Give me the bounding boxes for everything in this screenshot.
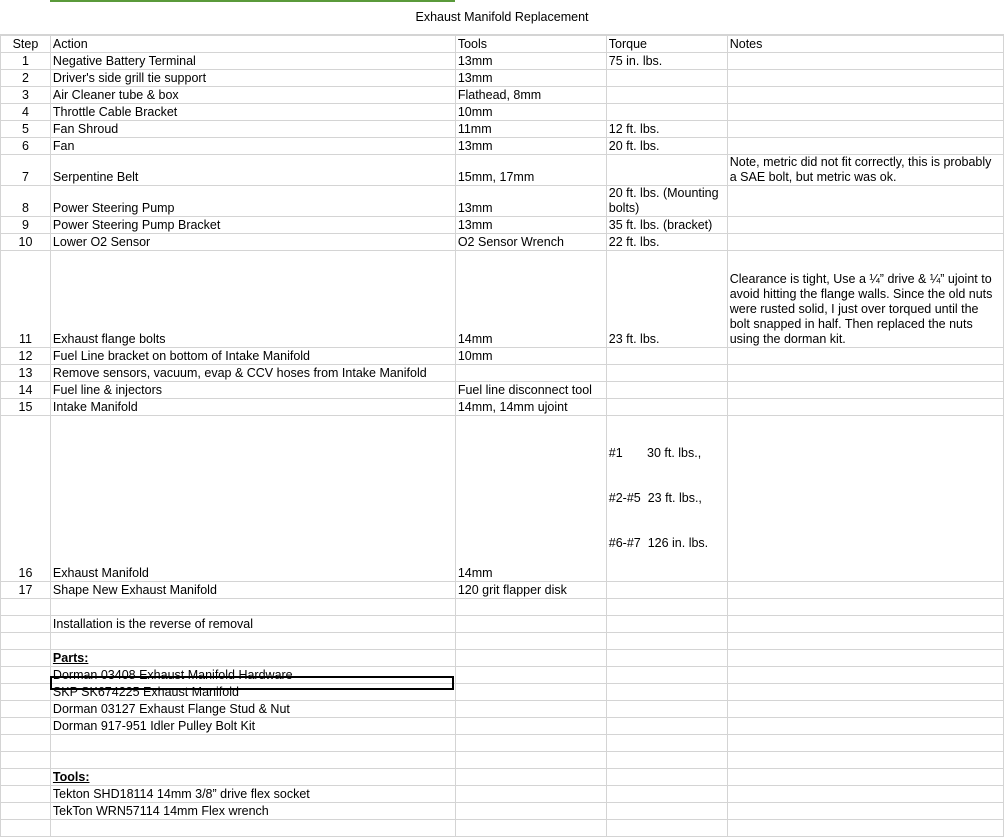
cell[interactable] <box>606 752 727 769</box>
cell-step[interactable]: 16 <box>1 416 51 582</box>
table-row <box>1 104 1004 121</box>
cell-action[interactable]: Negative Battery Terminal <box>50 53 455 70</box>
cell-step[interactable]: 4 <box>1 104 51 121</box>
cell[interactable] <box>455 820 606 837</box>
cell-tools[interactable]: Fuel line disconnect tool <box>455 382 606 399</box>
cell-notes[interactable] <box>727 138 1003 155</box>
cell-notes[interactable] <box>727 365 1003 382</box>
cell-torque[interactable] <box>606 155 727 186</box>
cell[interactable] <box>727 786 1003 803</box>
cell[interactable] <box>1 633 51 650</box>
cell[interactable] <box>606 820 727 837</box>
cell-notes[interactable] <box>727 104 1003 121</box>
cell-action[interactable]: Remove sensors, vacuum, evap & CCV hoses from Intake Manifold <box>50 365 455 382</box>
torque-line: #2-#5 23 ft. lbs., <box>608 491 702 505</box>
cell[interactable] <box>606 616 727 633</box>
cell-torque[interactable]: 75 in. lbs. <box>606 53 727 70</box>
cell-notes[interactable] <box>727 416 1003 582</box>
cell-step[interactable]: 6 <box>1 138 51 155</box>
cell-torque[interactable]: 12 ft. lbs. <box>606 121 727 138</box>
cell-tools[interactable]: 10mm <box>455 104 606 121</box>
cell[interactable] <box>1 684 51 701</box>
header-torque[interactable]: Torque <box>606 36 727 53</box>
cell[interactable] <box>1 650 51 667</box>
table-row <box>1 348 1004 365</box>
table-row <box>1 217 1004 234</box>
empty-row <box>1 633 1004 650</box>
cell[interactable] <box>1 820 51 837</box>
cell-notes[interactable] <box>727 382 1003 399</box>
cell-tools[interactable]: 15mm, 17mm <box>455 155 606 186</box>
table-row <box>1 121 1004 138</box>
cell[interactable] <box>606 667 727 684</box>
cell[interactable] <box>455 769 606 786</box>
cell[interactable] <box>727 803 1003 820</box>
cell[interactable] <box>50 752 455 769</box>
cell-tools[interactable]: O2 Sensor Wrench <box>455 234 606 251</box>
empty-row <box>1 735 1004 752</box>
cell-torque[interactable]: 22 ft. lbs. <box>606 234 727 251</box>
table-row <box>1 138 1004 155</box>
cell-action[interactable]: Serpentine Belt <box>50 155 455 186</box>
cell-action[interactable]: Throttle Cable Bracket <box>50 104 455 121</box>
part-item[interactable]: Dorman 03127 Exhaust Flange Stud & Nut <box>50 701 455 718</box>
cell-notes[interactable] <box>727 186 1003 217</box>
cell[interactable] <box>606 769 727 786</box>
table-row <box>1 399 1004 416</box>
cell-action[interactable]: Fuel line & injectors <box>50 382 455 399</box>
table-row <box>1 155 1004 186</box>
cell-action[interactable]: Power Steering Pump <box>50 186 455 217</box>
tools-heading: Tools: <box>52 770 90 784</box>
cell-tools[interactable]: 14mm, 14mm ujoint <box>455 399 606 416</box>
cell-tools[interactable]: 120 grit flapper disk <box>455 582 606 599</box>
empty-row <box>1 599 1004 616</box>
cell-tools[interactable]: 13mm <box>455 186 606 217</box>
cell-step[interactable]: 14 <box>1 382 51 399</box>
cell-action[interactable]: Intake Manifold <box>50 399 455 416</box>
cell-action[interactable]: Driver's side grill tie support <box>50 70 455 87</box>
cell-step[interactable]: 3 <box>1 87 51 104</box>
cell-step[interactable]: 10 <box>1 234 51 251</box>
page-title: Exhaust Manifold Replacement <box>415 10 589 24</box>
table-row <box>1 416 1004 582</box>
cell-notes[interactable]: Clearance is tight, Use a ¼” drive & ¼” ujoint to avoid hitting the flange walls. Since the old nuts were rusted solid, I just over torqued until the bolt snapped in half. Then replaced the nuts using the dorman kit. <box>727 251 1003 348</box>
table-row <box>1 769 1004 786</box>
cell-action[interactable]: Lower O2 Sensor <box>50 234 455 251</box>
empty-row <box>1 820 1004 837</box>
cell-tools[interactable]: 13mm <box>455 138 606 155</box>
cell[interactable] <box>455 667 606 684</box>
parts-heading: Parts: <box>52 651 89 665</box>
cell-torque[interactable] <box>606 582 727 599</box>
part-item[interactable]: Dorman 917-951 Idler Pulley Bolt Kit <box>50 718 455 735</box>
cell[interactable] <box>606 650 727 667</box>
cell-step[interactable]: 2 <box>1 70 51 87</box>
table-row <box>1 616 1004 633</box>
cell-step[interactable]: 1 <box>1 53 51 70</box>
cell-notes[interactable] <box>727 217 1003 234</box>
cell[interactable] <box>1 786 51 803</box>
title-row[interactable] <box>0 0 1004 35</box>
cell-torque[interactable] <box>606 348 727 365</box>
cell[interactable] <box>1 718 51 735</box>
cell[interactable] <box>1 735 51 752</box>
cell[interactable] <box>1 616 51 633</box>
cell-tools[interactable]: 11mm <box>455 121 606 138</box>
cell[interactable] <box>1 667 51 684</box>
cell[interactable] <box>1 752 51 769</box>
cell[interactable] <box>50 633 455 650</box>
cell-torque[interactable]: 20 ft. lbs. <box>606 138 727 155</box>
header-row <box>1 36 1004 53</box>
cell[interactable] <box>1 701 51 718</box>
tool-item[interactable]: TekTon WRN57114 14mm Flex wrench <box>50 803 455 820</box>
cell[interactable] <box>606 633 727 650</box>
empty-row <box>1 752 1004 769</box>
cell-notes[interactable] <box>727 121 1003 138</box>
table-row <box>1 718 1004 735</box>
cell-torque[interactable] <box>606 416 727 582</box>
cell-notes[interactable] <box>727 399 1003 416</box>
cell-step[interactable]: 17 <box>1 582 51 599</box>
cell-step[interactable]: 8 <box>1 186 51 217</box>
cell-step[interactable]: 11 <box>1 251 51 348</box>
cell[interactable] <box>50 735 455 752</box>
cell-step[interactable]: 15 <box>1 399 51 416</box>
cell-tools[interactable]: 14mm <box>455 416 606 582</box>
table-row <box>1 701 1004 718</box>
table-row <box>1 650 1004 667</box>
cell[interactable] <box>606 786 727 803</box>
table-row <box>1 70 1004 87</box>
cell-torque[interactable] <box>606 399 727 416</box>
cell[interactable] <box>606 599 727 616</box>
cell-torque[interactable] <box>606 365 727 382</box>
cell[interactable] <box>606 701 727 718</box>
table-row <box>1 234 1004 251</box>
cell-step[interactable]: 7 <box>1 155 51 186</box>
cell-torque[interactable]: 20 ft. lbs. (Mounting bolts) <box>606 186 727 217</box>
table-row <box>1 186 1004 217</box>
cell-torque[interactable] <box>606 70 727 87</box>
cell[interactable] <box>727 599 1003 616</box>
cell-torque[interactable]: 23 ft. lbs. <box>606 251 727 348</box>
cell-notes[interactable] <box>727 234 1003 251</box>
cell[interactable] <box>455 786 606 803</box>
cell[interactable] <box>1 599 51 616</box>
cell[interactable] <box>455 599 606 616</box>
cell[interactable] <box>727 616 1003 633</box>
table-row <box>1 87 1004 104</box>
cell[interactable] <box>606 803 727 820</box>
cell[interactable] <box>606 684 727 701</box>
cell-step[interactable]: 9 <box>1 217 51 234</box>
cell[interactable] <box>727 701 1003 718</box>
table-row <box>1 382 1004 399</box>
cell-step[interactable]: 12 <box>1 348 51 365</box>
cell[interactable] <box>606 735 727 752</box>
cell-torque[interactable]: 35 ft. lbs. (bracket) <box>606 217 727 234</box>
cell[interactable] <box>727 735 1003 752</box>
table-row <box>1 803 1004 820</box>
cell-notes[interactable] <box>727 582 1003 599</box>
cell-tools[interactable]: 13mm <box>455 53 606 70</box>
table-row <box>1 251 1004 348</box>
cell-action[interactable]: Power Steering Pump Bracket <box>50 217 455 234</box>
cell[interactable] <box>455 735 606 752</box>
cell[interactable] <box>727 820 1003 837</box>
cell[interactable] <box>1 769 51 786</box>
cell-action[interactable]: Shape New Exhaust Manifold <box>50 582 455 599</box>
cell[interactable] <box>727 684 1003 701</box>
cell-action[interactable]: Fuel Line bracket on bottom of Intake Manifold <box>50 348 455 365</box>
cell-torque[interactable] <box>606 104 727 121</box>
cell-torque[interactable] <box>606 87 727 104</box>
cell[interactable] <box>50 820 455 837</box>
table-row <box>1 365 1004 382</box>
cell[interactable] <box>455 803 606 820</box>
cell[interactable] <box>50 599 455 616</box>
part-item[interactable]: Dorman 03408 Exhaust Manifold Hardware <box>50 667 455 684</box>
cell-torque[interactable] <box>606 382 727 399</box>
cell-tools[interactable]: 13mm <box>455 217 606 234</box>
cell[interactable] <box>727 752 1003 769</box>
cell-action[interactable]: Fan <box>50 138 455 155</box>
installation-note[interactable]: Installation is the reverse of removal <box>50 616 455 633</box>
cell[interactable] <box>1 803 51 820</box>
cell[interactable] <box>727 667 1003 684</box>
cell-action[interactable]: Exhaust Manifold <box>50 416 455 582</box>
cell-notes[interactable]: Note, metric did not fit correctly, this is probably a SAE bolt, but metric was ok. <box>727 155 1003 186</box>
cell-tools[interactable]: 13mm <box>455 70 606 87</box>
header-action[interactable]: Action <box>50 36 455 53</box>
cell-notes[interactable] <box>727 53 1003 70</box>
cell[interactable] <box>455 701 606 718</box>
cell-step[interactable]: 5 <box>1 121 51 138</box>
cell-tools[interactable]: Flathead, 8mm <box>455 87 606 104</box>
cell-action[interactable]: Exhaust flange bolts <box>50 251 455 348</box>
cell-notes[interactable] <box>727 348 1003 365</box>
cell-step[interactable]: 13 <box>1 365 51 382</box>
torque-line: #1 30 ft. lbs., <box>608 446 702 460</box>
table-row <box>1 582 1004 599</box>
cell[interactable] <box>455 633 606 650</box>
cell-tools[interactable]: 10mm <box>455 348 606 365</box>
parts-heading-cell[interactable] <box>50 650 455 667</box>
header-step[interactable]: Step <box>1 36 51 53</box>
cell[interactable] <box>455 684 606 701</box>
cell-notes[interactable] <box>727 70 1003 87</box>
cell[interactable] <box>727 650 1003 667</box>
cell[interactable] <box>727 769 1003 786</box>
tools-heading-cell[interactable] <box>50 769 455 786</box>
tool-item[interactable]: Tekton SHD18114 14mm 3/8” drive flex socket <box>50 786 455 803</box>
table-row <box>1 53 1004 70</box>
torque-line: #6-#7 126 in. lbs. <box>608 536 709 550</box>
cell[interactable] <box>727 718 1003 735</box>
cell-tools[interactable]: 14mm <box>455 251 606 348</box>
table-row <box>1 786 1004 803</box>
cell[interactable] <box>455 718 606 735</box>
cell-tools[interactable] <box>455 365 606 382</box>
cell[interactable] <box>455 616 606 633</box>
cell[interactable] <box>455 752 606 769</box>
cell[interactable] <box>455 650 606 667</box>
selected-cell-outline <box>50 676 454 690</box>
spreadsheet-grid[interactable] <box>0 35 1004 837</box>
header-notes[interactable]: Notes <box>727 36 1003 53</box>
header-tools[interactable]: Tools <box>455 36 606 53</box>
cell-notes[interactable] <box>727 87 1003 104</box>
cell-action[interactable]: Air Cleaner tube & box <box>50 87 455 104</box>
part-item[interactable]: SKP SK674225 Exhaust Manifold <box>50 684 455 701</box>
cell[interactable] <box>606 718 727 735</box>
cell-action[interactable]: Fan Shroud <box>50 121 455 138</box>
cell[interactable] <box>727 633 1003 650</box>
